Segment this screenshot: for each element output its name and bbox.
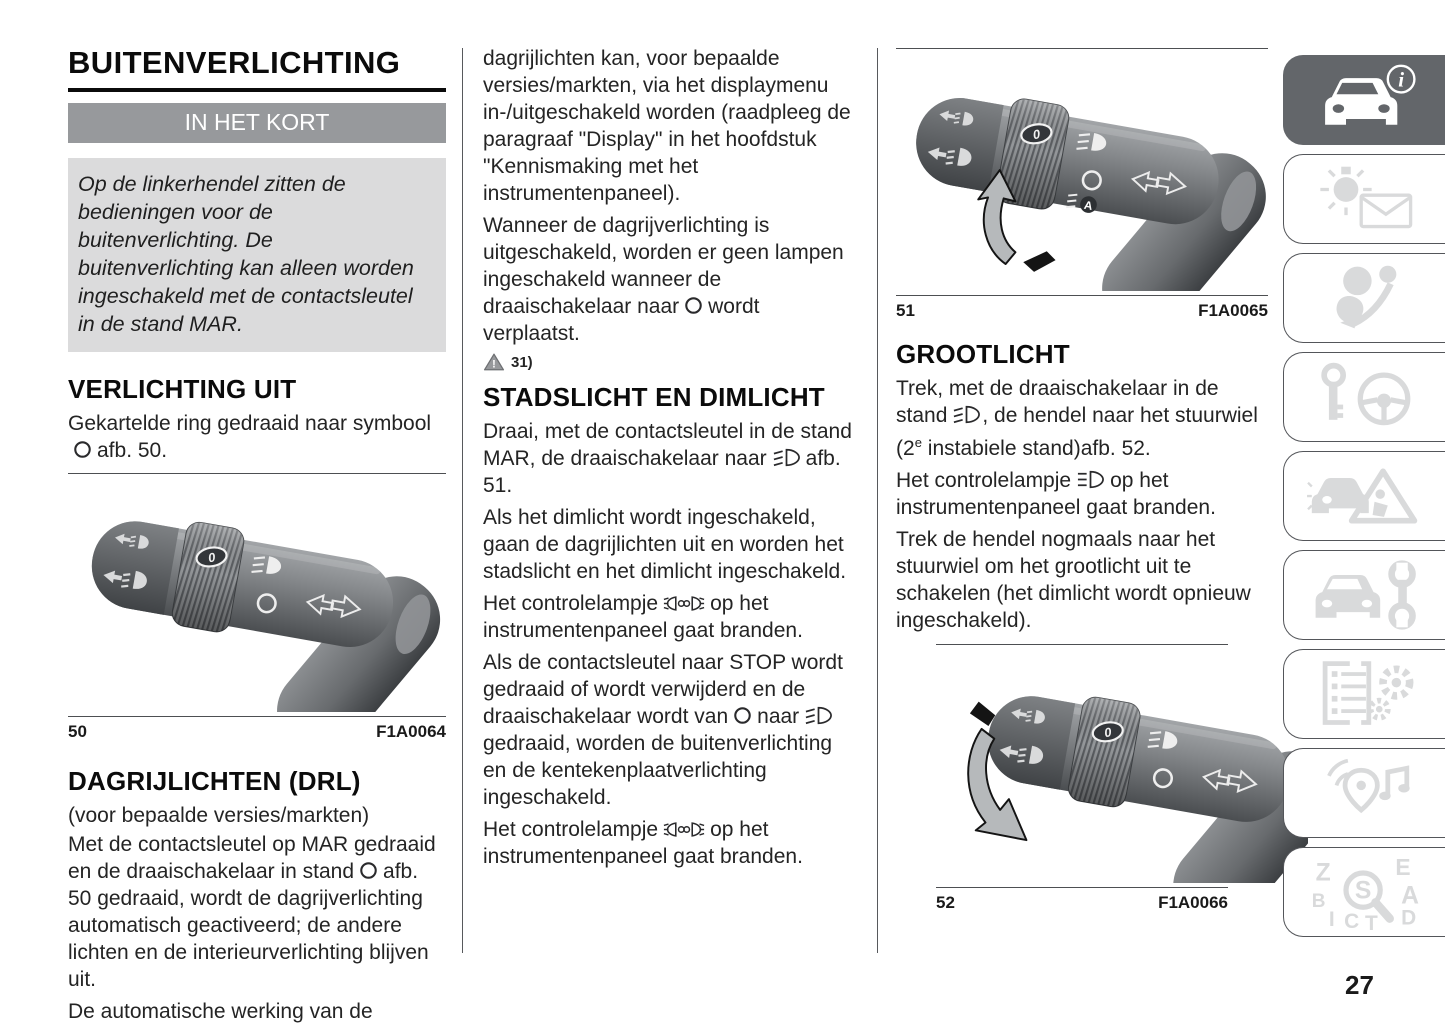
text-segment: afb. 50. <box>97 439 168 462</box>
text-segment: wordt verplaatst. <box>483 295 760 345</box>
svg-text:I: I <box>1328 908 1335 930</box>
text-segment: afb. 51. <box>483 447 841 497</box>
low-beam-icon <box>772 448 801 467</box>
figure-51 <box>896 48 1268 321</box>
page-title: BUITENVERLICHTING <box>68 45 446 92</box>
text-segment: Het controlelampje <box>483 818 659 841</box>
control-stalk-rotate-illustration <box>896 53 1268 291</box>
text-segment: Het controlelampje <box>483 592 659 615</box>
sidebar-tab-maintenance[interactable] <box>1283 550 1445 640</box>
sidebar-tab-technical-data[interactable] <box>1283 649 1445 739</box>
high-beam-icon <box>1076 470 1105 489</box>
note-ref: 31) <box>511 353 533 371</box>
in-het-kort-banner: IN HET KORT <box>68 103 446 143</box>
grootlicht-paragraph-2 <box>896 467 1268 521</box>
grootlicht-paragraph-3: Trek de hendel nogmaals naar het stuurwiel om het grootlicht uit te schakelen (het dimlicht wordt opnieuw ingeschakeld). <box>896 528 1251 632</box>
text-segment: op het instrumentenpaneel gaat branden. <box>483 592 803 642</box>
dagrijlichten-subnote: (voor bepaalde versies/markten) <box>68 804 370 827</box>
text-segment: Gekartelde ring gedraaid naar symbool <box>68 412 432 435</box>
svg-text:D: D <box>1400 906 1416 930</box>
svg-text:Z: Z <box>1315 859 1331 887</box>
text-segment: Met de contactsleutel op MAR gedraaid en de draaischakelaar in stand <box>68 833 436 883</box>
stadslicht-paragraph-1 <box>483 418 859 499</box>
svg-text:C: C <box>1343 910 1359 930</box>
car-maintenance-icon <box>1302 557 1428 633</box>
middle-column <box>483 45 859 875</box>
sidebar-tab-safety[interactable] <box>1283 253 1445 343</box>
text-segment: Het controlelampje <box>896 469 1072 492</box>
grootlicht-paragraph-1 <box>896 375 1268 462</box>
text-segment: naar <box>757 705 800 728</box>
position-lights-icon <box>663 821 705 838</box>
instrument-panel-icon <box>1302 161 1428 237</box>
emergency-triangle-icon <box>1302 458 1428 534</box>
sidebar-tab-vehicle-info[interactable] <box>1283 55 1445 145</box>
svg-text:E: E <box>1394 854 1411 880</box>
figure-code: F1A0064 <box>376 722 446 741</box>
chapter-tab-sidebar <box>1283 55 1445 946</box>
control-stalk-pull-illustration <box>936 649 1308 883</box>
lights-off-circle-icon <box>733 706 752 725</box>
section-heading-grootlicht: GROOTLICHT <box>896 339 1070 369</box>
dagrijlichten-paragraph-2: De automatische werking van de <box>68 1000 373 1023</box>
superscript: e <box>914 435 922 450</box>
text-segment: Draai, met de contactsleutel in de stand MAR, de draaischakelaar naar <box>483 420 852 470</box>
position-lights-icon <box>663 595 705 612</box>
sidebar-tab-emergency[interactable] <box>1283 451 1445 541</box>
figure-number: 51 <box>896 301 915 320</box>
figure-code: F1A0065 <box>1198 301 1268 320</box>
multimedia-icon <box>1302 755 1428 831</box>
drl-continued-paragraph: dagrijlichten kan, voor bepaalde versies/markten, via het displaymenu in-/uitgeschakeld worden (raadpleeg de paragraaf "Display" in het hoofdstuk "Kennismaking met het instrumentenpaneel). <box>483 47 851 205</box>
drl-off-paragraph <box>483 212 859 347</box>
svg-text:!: ! <box>492 358 496 371</box>
sidebar-tab-instrument-panel[interactable] <box>1283 154 1445 244</box>
text-segment: op het instrumentenpaneel gaat branden. <box>483 818 803 868</box>
svg-text:i: i <box>1397 67 1404 92</box>
column-divider <box>462 48 463 953</box>
svg-text:S: S <box>1354 877 1371 905</box>
low-beam-icon <box>804 706 833 725</box>
text-segment: instabiele stand)afb. 52. <box>927 437 1151 460</box>
sidebar-tab-multimedia[interactable] <box>1283 748 1445 838</box>
text-segment: Als de contactsleutel naar STOP wordt gedraaid of wordt verwijderd en de draaischakelaar wordt van <box>483 651 843 728</box>
text-segment: gedraaid, worden de buitenverlichting en de kentekenplaatverlichting ingeschakeld. <box>483 732 833 809</box>
lights-off-circle-icon <box>73 440 92 459</box>
figure-50 <box>68 473 446 742</box>
section-heading-dagrijlichten: DAGRIJLICHTEN (DRL) <box>68 766 361 796</box>
warning-triangle-icon <box>483 352 505 372</box>
dagrijlichten-paragraph <box>68 831 446 993</box>
figure-number: 52 <box>936 893 955 912</box>
control-stalk-illustration <box>68 478 446 712</box>
warning-note <box>483 352 859 372</box>
svg-text:A: A <box>1400 882 1419 910</box>
svg-text:T: T <box>1364 912 1378 930</box>
safety-airbag-icon <box>1302 260 1428 336</box>
low-beam-icon <box>952 405 981 424</box>
figure-number: 50 <box>68 722 87 741</box>
left-column <box>68 45 446 1030</box>
text-segment: op het instrumentenpaneel gaat branden. <box>896 469 1216 519</box>
lights-off-circle-icon <box>684 296 703 315</box>
figure-code: F1A0066 <box>1158 893 1228 912</box>
stadslicht-paragraph-4 <box>483 649 859 811</box>
section-heading-stadslicht: STADSLICHT EN DIMLICHT <box>483 382 825 412</box>
stadslicht-paragraph-3 <box>483 590 859 644</box>
section-heading-verlichting-uit: VERLICHTING UIT <box>68 374 297 404</box>
page-number: 27 <box>1345 970 1374 1000</box>
sidebar-tab-index[interactable] <box>1283 847 1445 937</box>
figure-52 <box>936 644 1228 913</box>
car-info-icon <box>1302 62 1428 138</box>
intro-box: Op de linkerhendel zitten de bedieningen voor de buitenverlichting. De buitenverlichting kan alleen worden ingeschakeld met de contactsleutel in de stand MAR. <box>68 158 446 352</box>
verlichting-uit-paragraph <box>68 410 446 464</box>
technical-data-icon <box>1302 656 1428 732</box>
svg-text:B: B <box>1311 891 1326 913</box>
right-column <box>896 48 1268 929</box>
key-steering-icon <box>1302 359 1428 435</box>
sidebar-tab-starting-driving[interactable] <box>1283 352 1445 442</box>
stadslicht-paragraph-5 <box>483 816 859 870</box>
alphabetical-index-icon <box>1302 854 1428 930</box>
stadslicht-paragraph-2: Als het dimlicht wordt ingeschakeld, gaan de dagrijlichten uit en worden het stadslicht en het dimlicht ingeschakeld. <box>483 506 847 583</box>
text-segment: afb. 50 gedraaid, wordt de dagrijverlichting automatisch geactiveerd; de andere lichten en de interieurverlichting blijven uit. <box>68 860 429 991</box>
column-divider <box>877 48 878 953</box>
lights-off-circle-icon <box>359 861 378 880</box>
text-segment: , de hendel naar het stuurwiel (2 <box>896 404 1258 460</box>
text-segment: Trek, met de draaischakelaar in de stand <box>896 377 1219 427</box>
text-segment: Wanneer de dagrijverlichting is uitgeschakeld, worden er geen lampen ingeschakeld wanneer de draaischakelaar naar <box>483 214 844 318</box>
